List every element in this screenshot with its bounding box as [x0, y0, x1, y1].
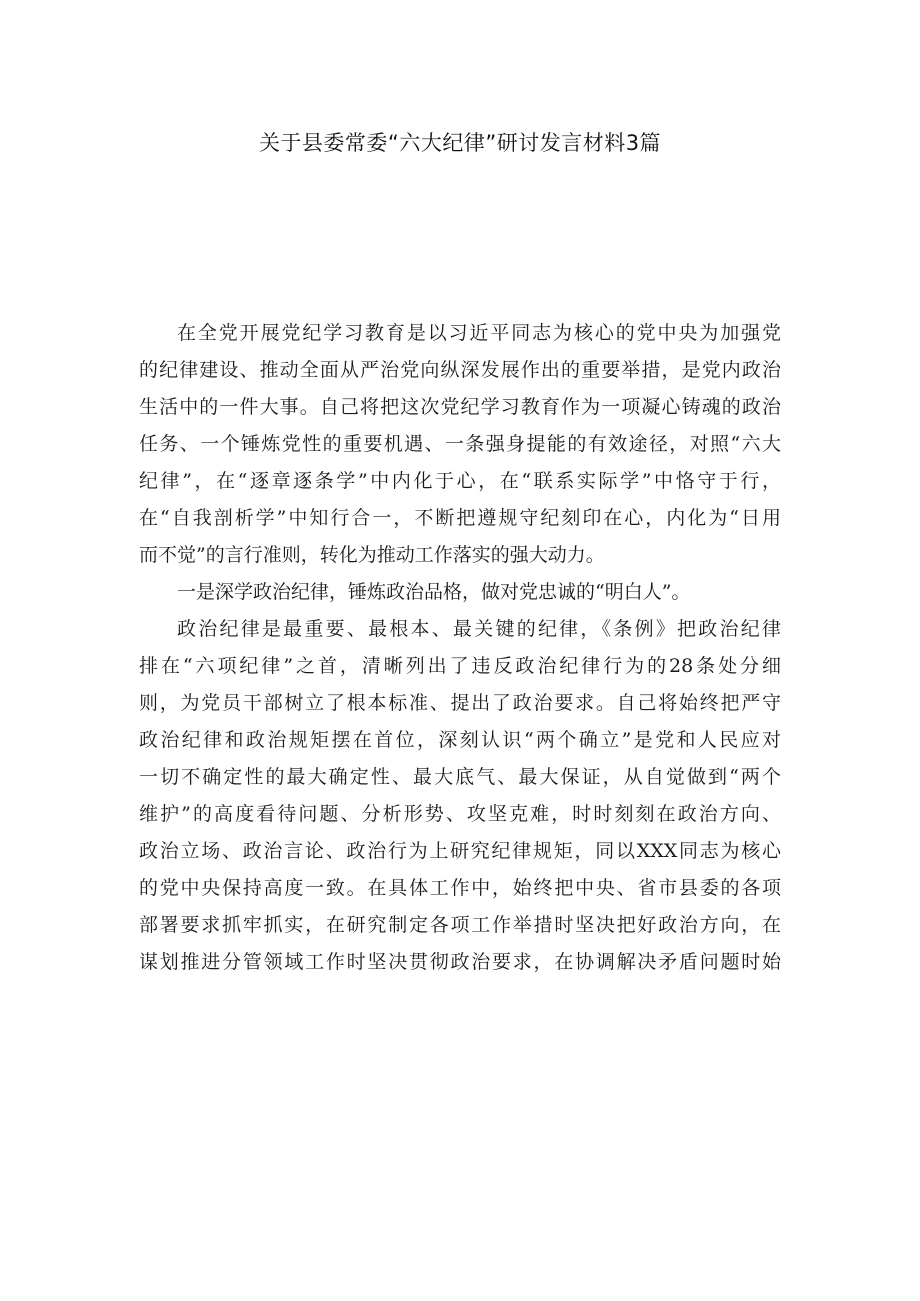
- text-line: 任务、一个锤炼党性的重要机遇、一条强身提能的有效途径，对照“六大: [139, 433, 781, 455]
- section-heading-line: 一是深学政治纪律，锤炼政治品格，做对党忠诚的“明白人”。: [177, 581, 691, 603]
- text-line: 的纪律建设、推动全面从严治党向纵深发展作出的重要举措，是党内政治: [139, 359, 781, 381]
- text-line: 一切不确定性的最大确定性、最大底气、最大保证，从自觉做到“两个: [139, 766, 781, 788]
- text-line: 则，为党员干部树立了根本标准、提出了政治要求。自己将始终把严守: [139, 692, 781, 714]
- document-body: [139, 315, 781, 981]
- text-line: 谋划推进分管领域工作时坚决贯彻政治要求，在协调解决矛盾问题时始: [139, 951, 781, 973]
- document-title: 关于县委常委“六大纪律”研讨发言材料3篇: [258, 131, 662, 155]
- text-line: 而不觉”的言行准则，转化为推动工作落实的强大动力。: [139, 544, 605, 566]
- text-line: 政治立场、政治言论、政治行为上研究纪律规矩，同以XXX同志为核心: [139, 840, 781, 862]
- paragraph-1: [139, 315, 781, 574]
- text-line: 在全党开展党纪学习教育是以习近平同志为核心的党中央为加强党: [177, 322, 781, 344]
- text-line: 在“自我剖析学”中知行合一，不断把遵规守纪刻印在心，内化为“日用: [139, 507, 781, 529]
- text-line: 维护”的高度看待问题、分析形势、攻坚克难，时时刻刻在政治方向、: [139, 803, 781, 825]
- text-line: 纪律”，在“逐章逐条学”中内化于心，在“联系实际学”中恪守于行，: [139, 470, 781, 492]
- text-line: 政治纪律和政治规矩摆在首位，深刻认识“两个确立”是党和人民应对: [139, 729, 781, 751]
- text-line: 生活中的一件大事。自己将把这次党纪学习教育作为一项凝心铸魂的政治: [139, 396, 781, 418]
- text-line: 部署要求抓牢抓实，在研究制定各项工作举措时坚决把好政治方向，在: [139, 914, 781, 936]
- paragraph-3: [139, 611, 781, 981]
- text-line: 排在“六项纪律”之首，清晰列出了违反政治纪律行为的28条处分细: [139, 655, 781, 677]
- text-line: 的党中央保持高度一致。在具体工作中，始终把中央、省市县委的各项: [139, 877, 781, 899]
- paragraph-2: [139, 574, 781, 611]
- text-line: 政治纪律是最重要、最根本、最关键的纪律，《条例》把政治纪律: [177, 618, 781, 640]
